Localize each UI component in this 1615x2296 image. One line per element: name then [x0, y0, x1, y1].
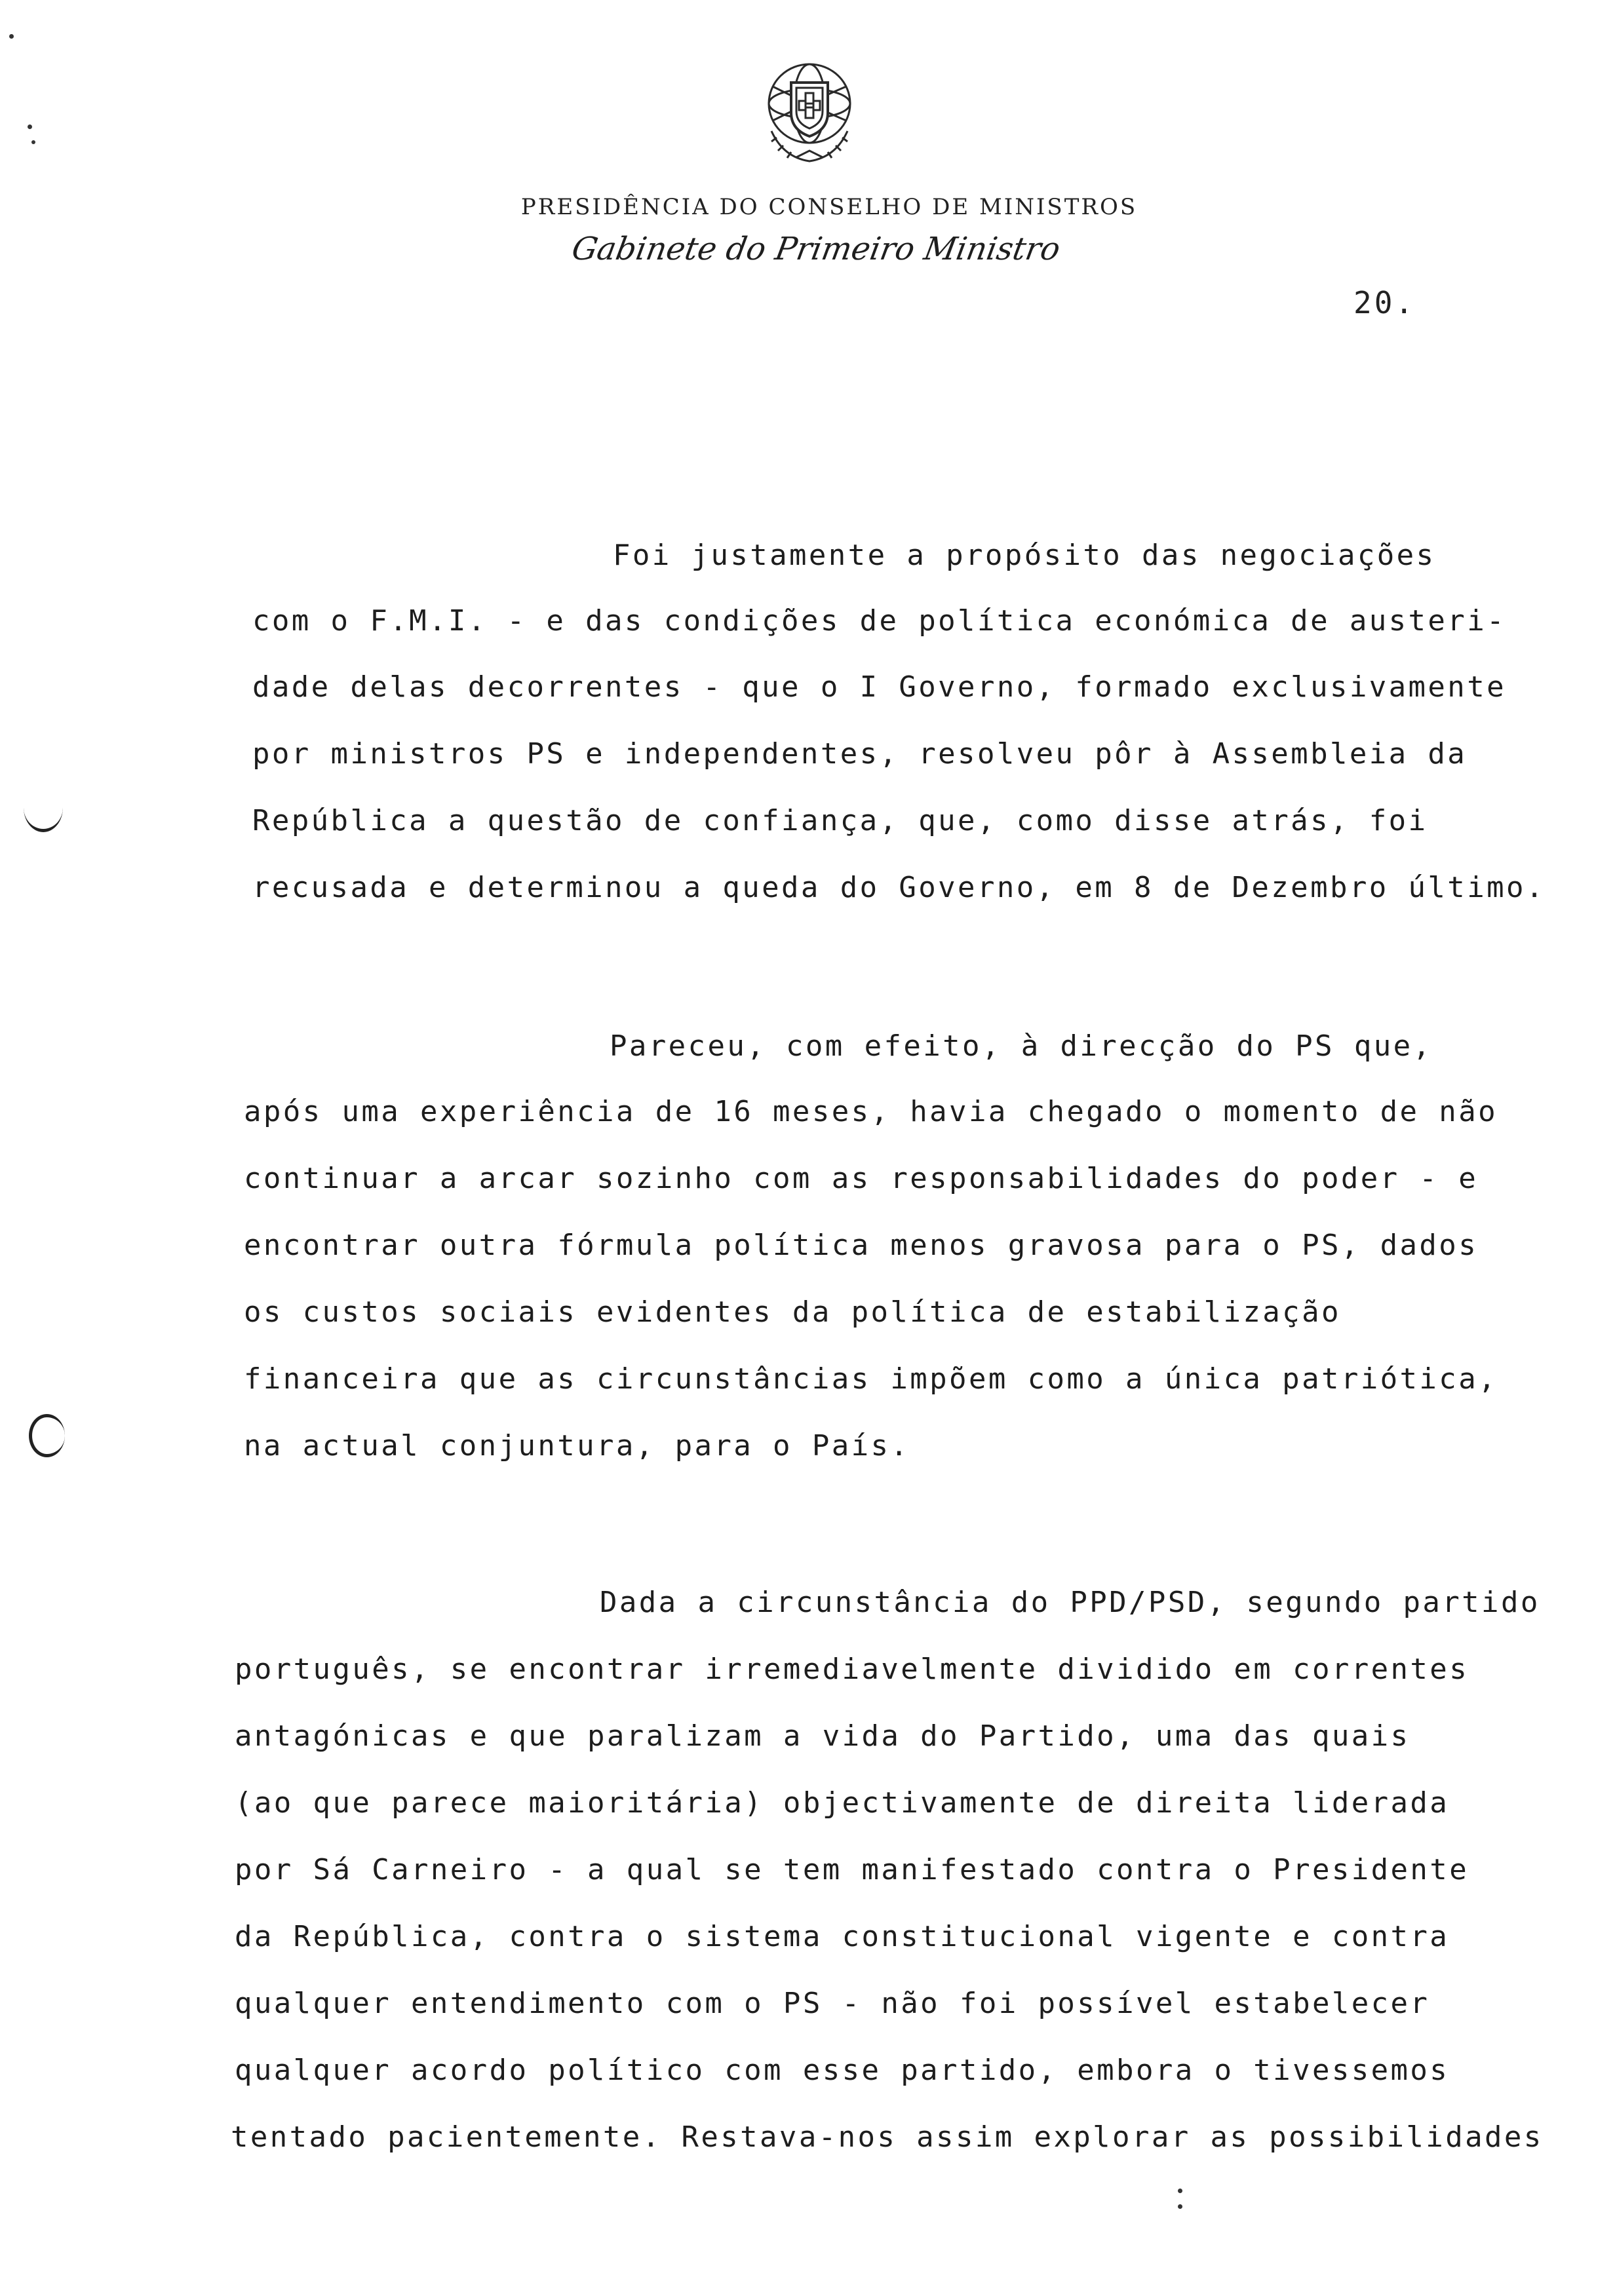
punch-hole-mark [29, 1414, 65, 1457]
text-line: continuar a arcar sozinho com as responsabilidades do poder - e [244, 1162, 1479, 1195]
text-line: português, se encontrar irremediavelmente dividido em correntes [235, 1653, 1469, 1686]
text-line: por ministros PS e independentes, resolveu pôr à Assembleia da [252, 737, 1468, 771]
text-line: na actual conjuntura, para o País. [244, 1429, 910, 1463]
text-line: qualquer acordo político com esse partido, embora o tivessemos [235, 2054, 1450, 2087]
text-line: tentado pacientemente. Restava-nos assim explorar as possibilidades [231, 2120, 1544, 2154]
page-number: 20. [1353, 285, 1416, 320]
text-line: Foi justamente a propósito das negociações [613, 539, 1436, 572]
letterhead-institution: PRESIDÊNCIA DO CONSELHO DE MINISTROS [520, 194, 1138, 220]
text-line: financeira que as circunstâncias impõem como a única patriótica, [244, 1362, 1498, 1396]
punch-hole-mark [24, 783, 63, 832]
text-line: (ao que parece maioritária) objectivamente de direita liderada [235, 1786, 1450, 1820]
text-line: antagónicas e que paralizam a vida do Partido, uma das quais [235, 1719, 1411, 1753]
scan-speck [28, 124, 32, 129]
coat-of-arms-icon [757, 52, 862, 167]
scan-speck [1178, 2204, 1182, 2209]
text-line: dade delas decorrentes - que o I Governo, formado exclusivamente [252, 670, 1506, 704]
text-line: Dada a circunstância do PPD/PSD, segundo partido [600, 1586, 1540, 1619]
text-line: República a questão de confiança, que, como disse atrás, foi [252, 804, 1428, 837]
scan-speck [31, 140, 35, 144]
text-line: Pareceu, com efeito, à direcção do PS que, [610, 1029, 1433, 1063]
text-line: após uma experiência de 16 meses, havia chegado o momento de não [244, 1095, 1498, 1128]
letterhead-office: Gabinete do Primeiro Ministro [569, 231, 1063, 267]
scan-speck [9, 34, 14, 39]
text-line: com o F.M.I. - e das condições de política económica de austeri- [252, 604, 1506, 638]
text-line: por Sá Carneiro - a qual se tem manifestado contra o Presidente [235, 1853, 1469, 1886]
text-line: da República, contra o sistema constitucional vigente e contra [235, 1920, 1450, 1953]
scan-speck [1178, 2189, 1182, 2193]
text-line: qualquer entendimento com o PS - não foi possível estabelecer [235, 1987, 1430, 2020]
text-line: recusada e determinou a queda do Governo, em 8 de Dezembro último. [252, 871, 1546, 904]
text-line: encontrar outra fórmula política menos gravosa para o PS, dados [244, 1229, 1479, 1262]
text-line: os custos sociais evidentes da política de estabilização [244, 1295, 1341, 1329]
